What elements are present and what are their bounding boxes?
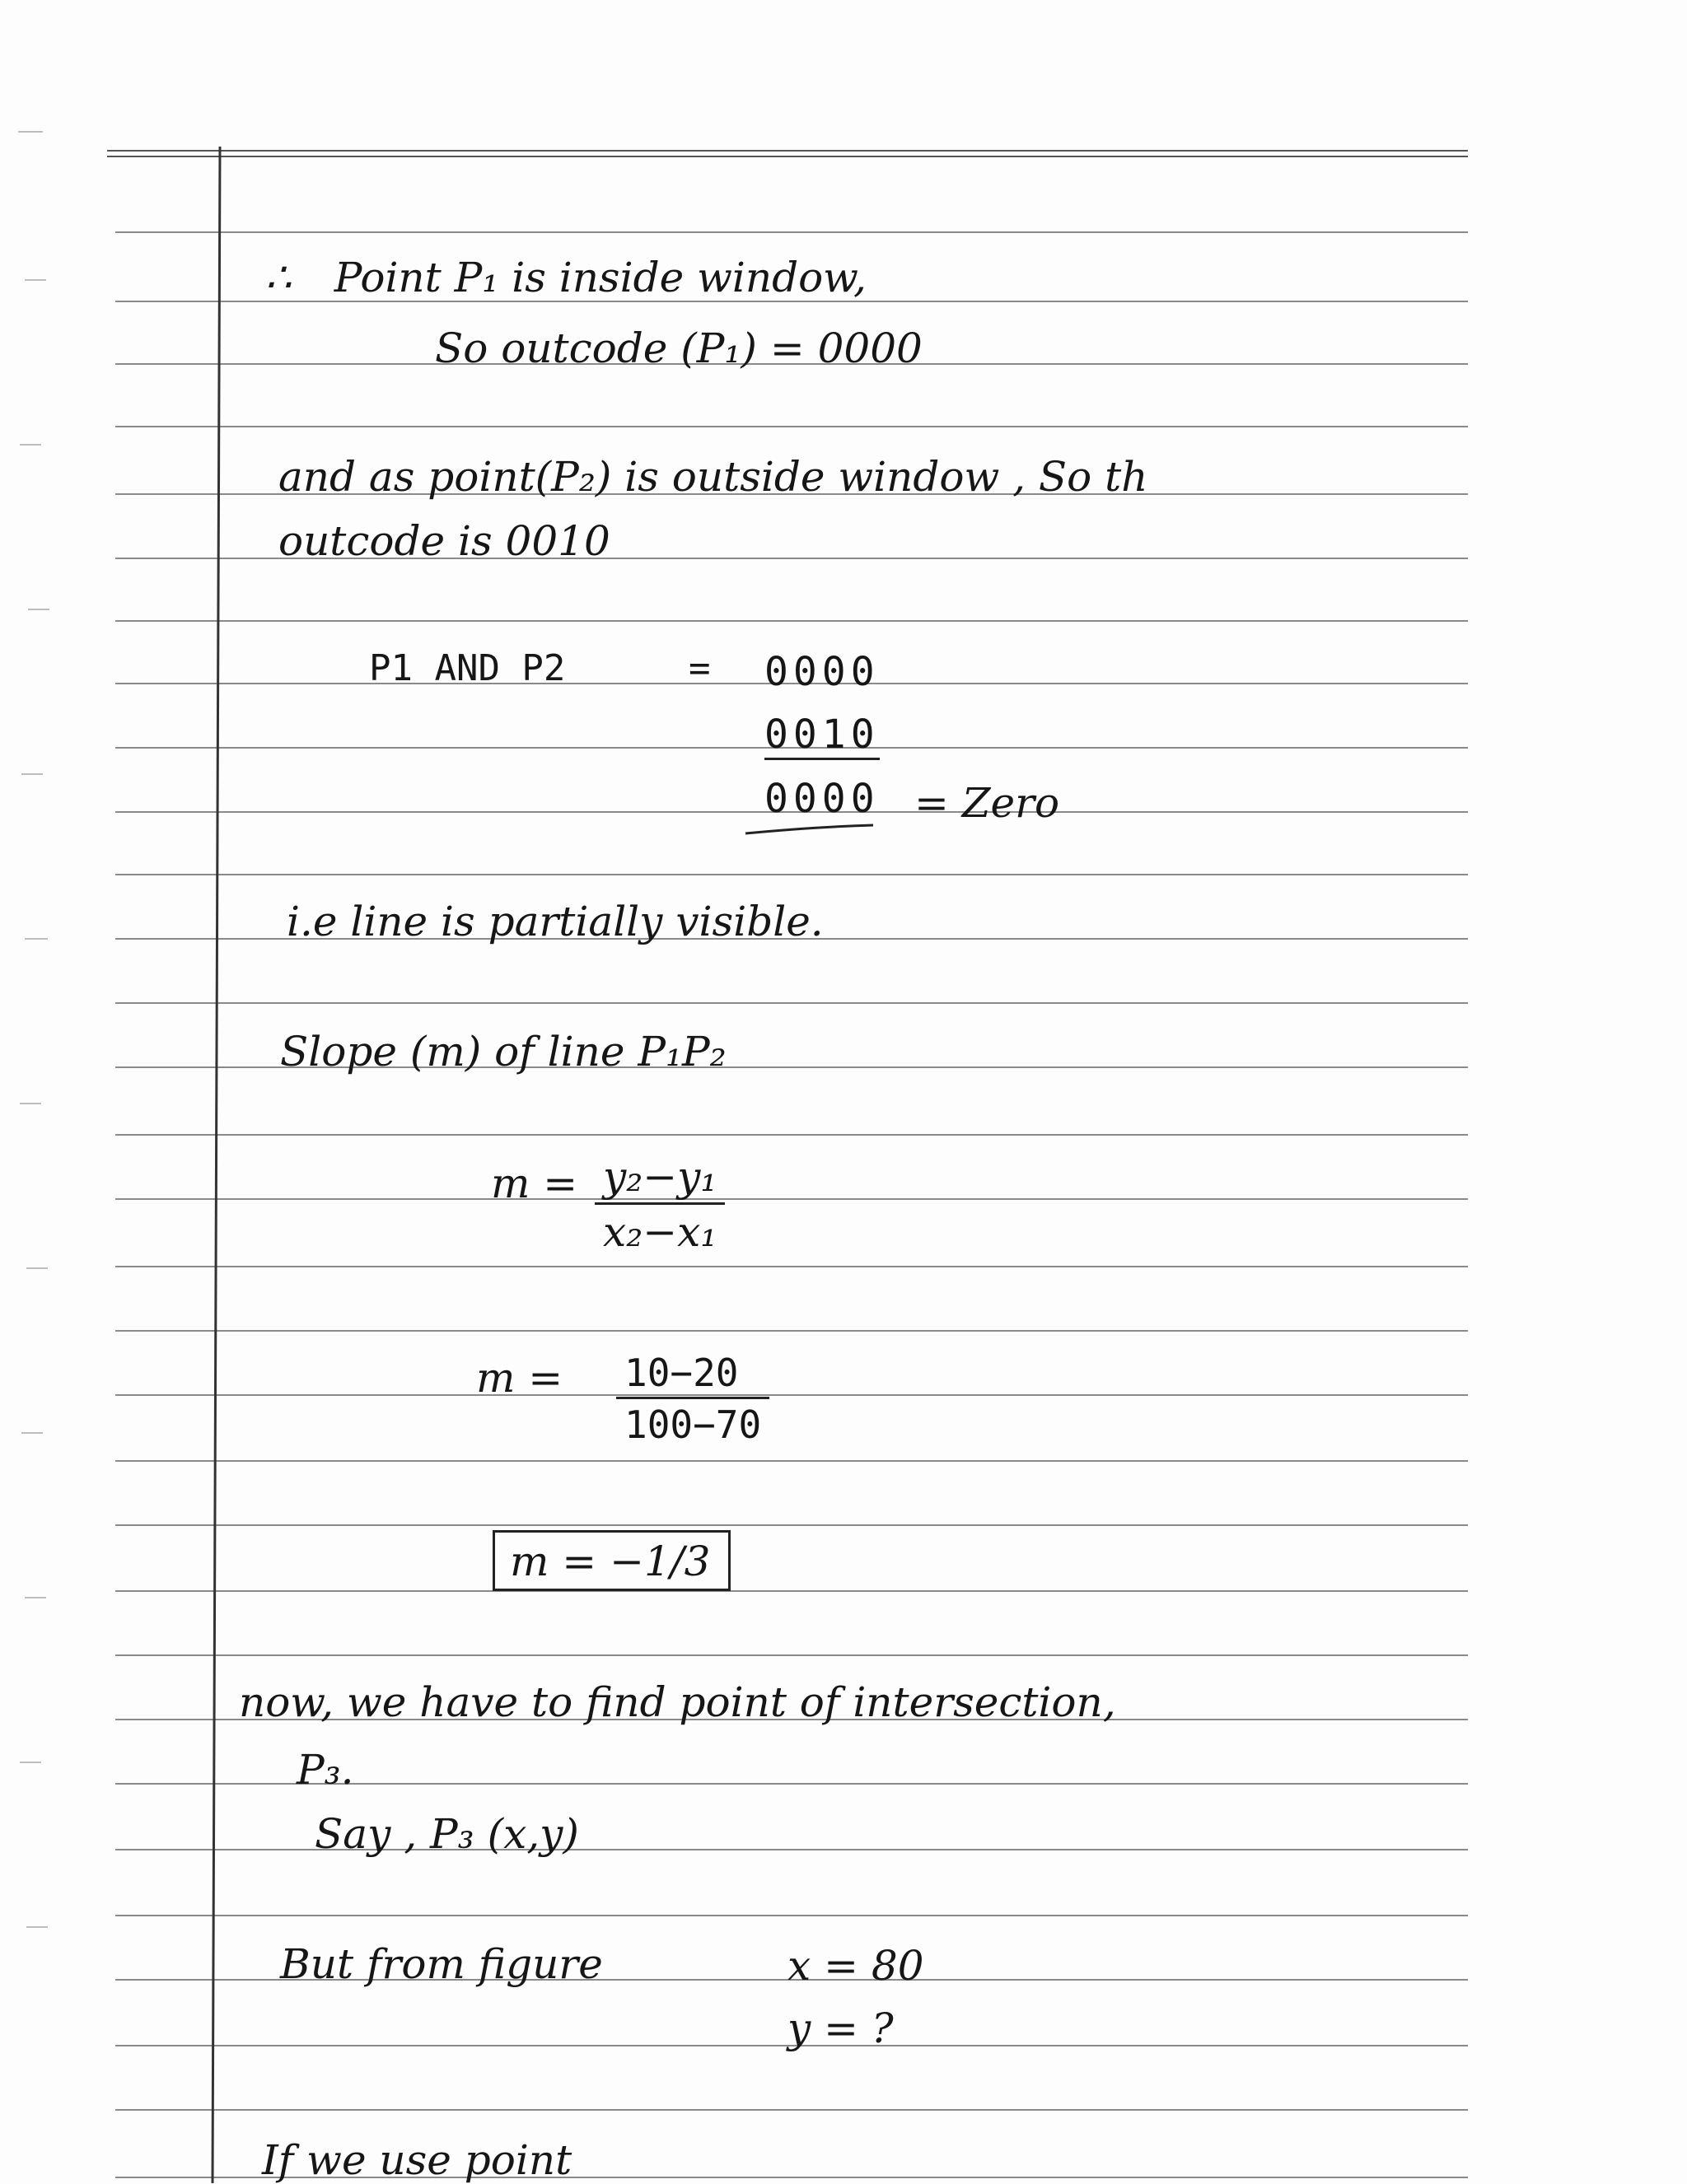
therefore-line	[265, 254, 867, 301]
therefore-symbol: ∴	[265, 254, 292, 301]
slope-formula-numerator: y₂−y₁	[595, 1156, 725, 1205]
slope-formula-lhs: m =	[491, 1160, 578, 1207]
and-equals: =	[689, 647, 711, 689]
slope-formula-denominator: x₂−x₁	[603, 1208, 717, 1256]
slope-values-fraction	[616, 1351, 769, 1447]
and-row-2: 0010	[764, 715, 880, 760]
intersection-text: now, we have to find point of intersection,	[239, 1678, 1116, 1726]
p3-label: P₃.	[297, 1746, 354, 1794]
slope-values-numerator: 10−20	[616, 1354, 769, 1399]
from-figure-text: But from figure	[280, 1940, 603, 1988]
text-p2-outside: and as point(P₂) is outside window , So th	[278, 453, 1148, 501]
slope-formula-fraction	[595, 1153, 725, 1256]
and-row-3: 0000	[764, 776, 880, 822]
outcode-p2: outcode is 0010	[278, 517, 610, 565]
and-label: P1 AND P2	[369, 647, 566, 689]
slope-heading: Slope (m) of line P₁P₂	[280, 1028, 727, 1076]
partially-visible-text: i.e line is partially visible.	[287, 898, 824, 945]
and-result: = Zero	[914, 779, 1060, 827]
and-row-1: 0000	[764, 649, 880, 695]
y-value: y = ?	[787, 2004, 894, 2052]
outcode-p1: So outcode (P₁) = 0000	[435, 324, 923, 372]
x-value: x = 80	[787, 1942, 924, 1990]
use-point-text: If we use point	[262, 2136, 572, 2184]
slope-values-lhs: m =	[476, 1354, 563, 1402]
say-p3: Say , P₃ (x,y)	[315, 1810, 579, 1858]
underline-stroke	[745, 825, 873, 833]
slope-values-denominator: 100−70	[624, 1402, 762, 1447]
text-p1-inside: Point P₁ is inside window,	[334, 254, 867, 301]
slope-result-box: m = −1/3	[493, 1530, 731, 1591]
